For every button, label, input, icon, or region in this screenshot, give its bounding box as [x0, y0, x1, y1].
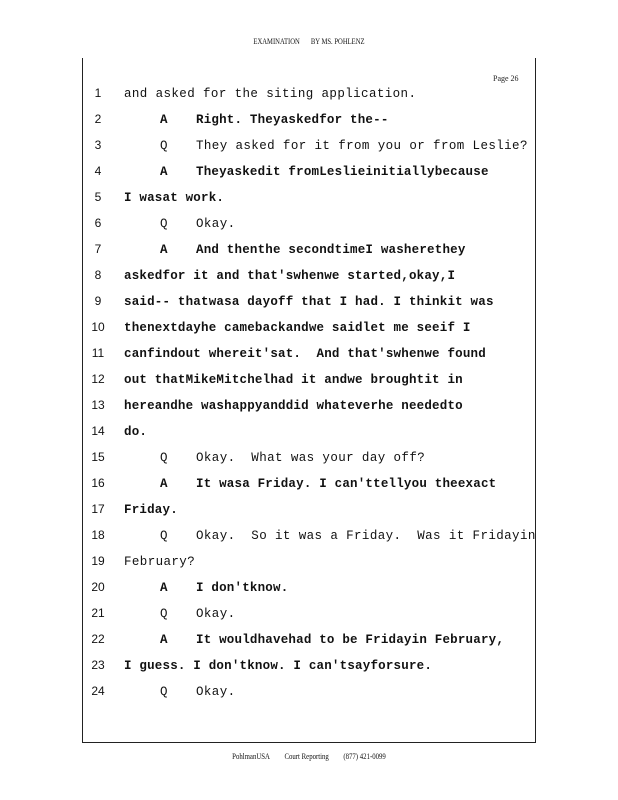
line-text	[124, 425, 147, 439]
line-text	[124, 321, 471, 335]
footer-service: Court Reporting	[284, 751, 329, 761]
line-content: They asked for it from you or from Leslie?	[196, 139, 528, 153]
line-text	[160, 113, 389, 127]
line-content: It wasa Friday. I can'ttellyou theexact	[196, 477, 497, 491]
line-number: 20	[91, 580, 105, 594]
line-number: 3	[94, 138, 102, 152]
line-number: 6	[94, 216, 102, 230]
line-text	[160, 685, 236, 699]
line-content: It wouldhavehad to be Fridayin February,	[196, 633, 505, 647]
header-examiner: BY MS. POHLENZ	[310, 36, 365, 46]
line-content: hereandhe washappyanddid whateverhe neededto	[124, 399, 463, 413]
transcript-line	[0, 476, 618, 502]
line-number: 14	[91, 424, 105, 438]
transcript-line	[0, 606, 618, 632]
line-content: out thatMikeMitchelhad it andwe broughtit in	[124, 373, 463, 387]
line-number: 2	[94, 112, 102, 126]
line-content: Okay. So it was a Friday. Was it Fridayin	[196, 529, 536, 543]
line-content: I don'tknow.	[196, 581, 289, 595]
line-text	[160, 607, 236, 621]
line-content: Right. Theyaskedfor the--	[196, 113, 389, 127]
line-number: 5	[94, 190, 102, 204]
transcript-line	[0, 268, 618, 294]
line-content: Okay.	[196, 607, 236, 621]
line-content: Theyaskedit fromLeslieinitiallybecause	[196, 165, 489, 179]
line-content: askedfor it and that'swhenwe started,okay,I	[124, 269, 456, 283]
line-text	[124, 503, 178, 517]
transcript-line	[0, 580, 618, 606]
page-header	[68, 36, 550, 46]
transcript-line	[0, 554, 618, 580]
line-content: Okay.	[196, 685, 236, 699]
line-number: 1	[94, 86, 102, 100]
line-number: 17	[91, 502, 105, 516]
line-text	[124, 659, 432, 673]
line-text	[160, 165, 489, 179]
qa-marker: A	[160, 581, 168, 595]
qa-marker: A	[160, 633, 168, 647]
line-content: February?	[124, 555, 196, 569]
transcript-line	[0, 632, 618, 658]
line-content: Okay. What was your day off?	[196, 451, 426, 465]
transcript-line	[0, 658, 618, 684]
line-content: I guess. I don'tknow. I can'tsayforsure.	[124, 659, 433, 673]
qa-marker: A	[160, 477, 168, 491]
transcript-line	[0, 684, 618, 710]
line-text	[124, 269, 455, 283]
footer-phone: (877) 421-0099	[343, 751, 386, 761]
line-number: 9	[94, 294, 102, 308]
header-section: EXAMINATION	[253, 36, 300, 46]
page-number: Page 26	[493, 74, 519, 83]
line-number: 4	[94, 164, 102, 178]
line-content: and asked for the siting application.	[124, 87, 417, 101]
page-footer	[62, 751, 556, 761]
line-text	[160, 581, 288, 595]
qa-marker: Q	[160, 685, 168, 699]
line-number: 12	[91, 372, 105, 386]
transcript-line	[0, 502, 618, 528]
line-number: 16	[91, 476, 105, 490]
transcript-line	[0, 424, 618, 450]
line-text	[160, 451, 425, 465]
line-number: 21	[91, 606, 105, 620]
line-text	[160, 139, 528, 153]
line-number: 22	[91, 632, 105, 646]
line-number: 11	[91, 346, 105, 360]
line-number: 19	[91, 554, 105, 568]
line-content: thenextdayhe camebackandwe saidlet me seeif I	[124, 321, 471, 335]
line-content: Friday.	[124, 503, 178, 517]
transcript-line	[0, 528, 618, 554]
qa-marker: Q	[160, 139, 168, 153]
line-content: do.	[124, 425, 148, 439]
line-text	[124, 555, 195, 569]
qa-marker: Q	[160, 451, 168, 465]
transcript-line	[0, 138, 618, 164]
line-number: 10	[91, 320, 105, 334]
line-content: said-- thatwasa dayoff that I had. I thinkit was	[124, 295, 494, 309]
qa-marker: A	[160, 165, 168, 179]
line-text	[160, 217, 236, 231]
qa-marker: A	[160, 113, 168, 127]
line-text	[160, 633, 504, 647]
line-number: 24	[91, 684, 105, 698]
line-number: 18	[91, 528, 105, 542]
line-text	[124, 295, 494, 309]
transcript-line	[0, 112, 618, 138]
transcript-line	[0, 242, 618, 268]
transcript-line	[0, 398, 618, 424]
line-content: canfindout whereit'sat. And that'swhenwe found	[124, 347, 486, 361]
line-number: 15	[91, 450, 105, 464]
line-text	[124, 87, 416, 101]
transcript-line	[0, 164, 618, 190]
footer-company: PohlmanUSA	[232, 751, 270, 761]
line-text	[124, 191, 224, 205]
qa-marker: Q	[160, 607, 168, 621]
line-number: 8	[94, 268, 102, 282]
transcript-line	[0, 294, 618, 320]
line-text	[160, 529, 536, 543]
line-number: 7	[94, 242, 102, 256]
transcript-line	[0, 320, 618, 346]
line-number: 23	[91, 658, 105, 672]
line-content: And thenthe secondtimeI washerethey	[196, 243, 466, 257]
qa-marker: Q	[160, 217, 168, 231]
line-text	[160, 477, 496, 491]
line-number: 13	[91, 398, 105, 412]
transcript-line	[0, 346, 618, 372]
transcript-line	[0, 86, 618, 112]
transcript-line	[0, 450, 618, 476]
transcript-line	[0, 216, 618, 242]
qa-marker: A	[160, 243, 168, 257]
line-text	[160, 243, 466, 257]
qa-marker: Q	[160, 529, 168, 543]
transcript-line	[0, 190, 618, 216]
line-content: Okay.	[196, 217, 236, 231]
transcript-line	[0, 372, 618, 398]
line-text	[124, 399, 463, 413]
line-content: I wasat work.	[124, 191, 225, 205]
line-text	[124, 373, 463, 387]
line-text	[124, 347, 486, 361]
